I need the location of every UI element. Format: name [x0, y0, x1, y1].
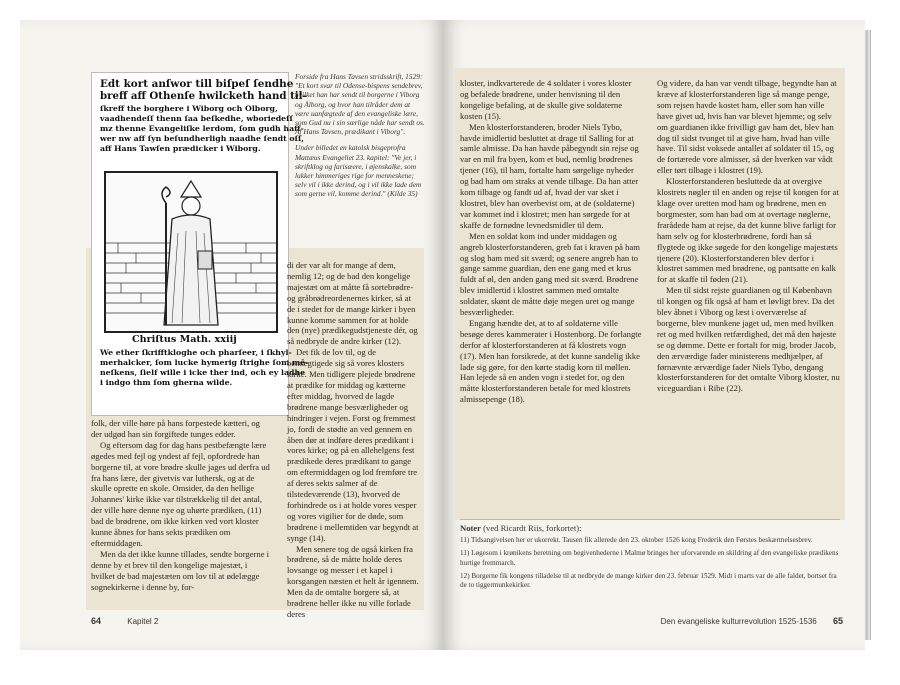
left-column-2 — [287, 260, 419, 620]
paragraph: kloster, indkvarterede de 4 soldater i vores kloster og befalede brødrene, under henvisning til den kongelige befaling, at de skulle give soldaterne kosten (15). — [460, 78, 632, 121]
notes-title: Noter — [460, 523, 481, 533]
paragraph: Klosterforstanderen besluttede da at overgive klostrets nøgler til en anden og rejse til kongen for at klage over uretten mod ham og brødrene, men en borgmester, som han bad om at overtage nøglerne, frarådede ham at rejse, da det kunne blive farligt for ham selv og for klosterbrødrene, fordi han så flygtede og ikke søgede for den kongelige majestæts tjenere (20). Klosterforstanderen blev derfor i klostret sammen med brødrene, og pantsatte en kalk for at skaffe til føden (21). — [657, 176, 839, 285]
right-page — [443, 20, 865, 650]
woodcut-verse-line: merhalcker, ſom lucke hymerig ſtrighe ſom mē- — [100, 358, 309, 367]
image-caption — [295, 72, 425, 206]
woodcut-verse-line: We ether ſkrifftkloghe och pharſeer, i ſkhyl- — [100, 348, 292, 357]
woodcut-line: aff Hans Tawſen prædicker i Wiborg. — [100, 144, 261, 153]
right-column-2 — [657, 78, 841, 394]
woodcut-line: wer nw aff ſyn beſundherligh naadhe ſendt oſſ, — [100, 134, 305, 143]
right-column-1 — [460, 78, 642, 405]
paragraph: Men senere tog de også kirken fra brødrene, så de måtte holde deres lovsange og messer i et kapel i korsgangen næsten et helt år igennem. Men da de omtalte borgere så, at brødrene heller ikke nu ville forlade deres — [287, 543, 419, 619]
paragraph: Og videre, da han var vendt tilbage, begyndte han at kræve af klosterforstanderen lige så mange penge, som rejsen havde kostet ham, eller som han ville have givet ud, hvis han var blevet hjemme; og selv om guardianen ikke frivilligt gav ham det, blev han dog til sidst tvunget til at give ham, hvad han ville have. Til sidst voksede antallet af soldater til 15, og de fortærede vore almisser, så der hverken var vådt eller tørt tilbage i klostret (19). — [657, 78, 837, 176]
paragraph: folk, der ville høre på hans forpestede kætteri, og der udgød han sin forgiftede tunges edder. — [91, 418, 260, 439]
notes-subtitle: (ved Ricardt Riis, forkortet): — [483, 523, 582, 533]
caption-paragraph: Forside fra Hans Tavsen stridsskrift, 1529: "Et kort svar til Odense-bispens sendebrev, hvilket han har sendt til borgerne i Viborg og Ålborg, og hvor han tilråder dem at være uanfægtede af den evangeliske lære, som Gud nu i sin særlige nåde har sendt os. Af Hans Tavsen, prædikant i Viborg". — [295, 72, 425, 137]
right-footer — [618, 616, 843, 626]
woodcut-line: ſkreff the borghere i Wiborg och Olborg, — [100, 104, 278, 113]
left-footer — [91, 616, 158, 626]
woodcut-verse-title: Chriſtus Math. xxiij — [132, 334, 237, 345]
open-book — [20, 20, 865, 650]
paragraph: Men en soldat kom ind under middagen og angreb klosterforstanderen, greb fat i kraven på ham og slog ham med sit sværd; og senere angreb han to gange samme guardian, den ene gang med et krus fuldt af øl, den anden gang med sit sværd. Brødrene blev imidlertid i klostret sammen med omtalte soldater, skønt de måtte døje megen uret og mange besværligheder. — [460, 230, 640, 318]
woodcut-line: Edt kort anſwor till biſpeſ ſendhe — [100, 78, 294, 90]
note-item: 11) Løgesom i krønikens beretning om begivenhederne i Malmø bringes her uforvarende en skildring af den evangeliske prædikens hurtige fremmarch. — [460, 549, 839, 567]
paragraph: Og eftersom dag for dag hans pestbefængte lære øgedes med fejl og yndest af fejl, opfordrede han borgerne til, at vore brødre skulle jages ud derfra ud fra hans lære, der givetvis var luthersk, og at de skulle oprette en skole. Omsider, da den hellige Johannes' kirke ikke var tilstrækkelig til det antal, der ville høre denne nye og uhørte prædiken, (11) bad de brødrene, om ikke kirken ved vort kloster kunne åbnes for hans sekts prædiken om eftermiddagen. — [91, 439, 270, 548]
page-edges — [865, 30, 871, 640]
paragraph: Det fik de lov til, og de bemægtigede sig så vores klosters kirke. Men tidligere plejede brødrene at prædike for middag og kætterne efter middag, hvorved de lagde brødrene mange besværligheder og hindringer i vejen. Forst og fremmest jo, fordi de stødte an ved gennem en åben dør at indføre deres prædikant i vores kirke; og på en allehelgens fest prædikede deres prædikant to gange om eftermiddagen og lod fremføre tre af deres sekts salmer af de tilstedeværende (13), hvorved de forhindrede os i at holde vores vesper og vores vigilier for de døde, som brødrene i mellemtiden var begyndt at synge (14). — [287, 347, 419, 543]
paragraph: Men da det ikke kunne tillades, sendte borgerne i denne by et brev til den kongelige majestæt, i hvilket de bad majestæten om lov til at ødelægge sognekirkerne i denne by, for- — [91, 548, 270, 592]
note-item: 12) Borgerne fik kongens tilladelse til at nedbryde de mange kirker den 23. februar 1529. Midt i marts var de alle faldet, bortset fra de to tiggermunkekirker. — [460, 571, 837, 590]
caption-paragraph: Under billedet en katolsk bisgeprofra Mattæus Evangeliet 23. kapitel: "Ve jer, i skriftklog og farisæere, i øjenskalke, som lukker himmeriges rige for menneskene; selv vil i ikke derind, og i vil ikke lade dem som gerne vil, komme derind." (Kilde 35) — [295, 143, 422, 199]
paragraph: Men til sidst rejste guardianen og til København til kongen og fik også af ham et løvligt brev. Da det blev åbnet i Viborg og læst i overværelse af borgerne, blev munkene jaget ud, men med hvilken ret og med hvilken retfærdighed, det må den højeste se og dømme. Dette er fortalt for mig, broder Jacob, den ærværdige fader ministerens medhjælper, af førnævnte ærværdige fader Niels Tybo, dengang klosterforstanderen for det omtalte Viborg kloster, nu viceguardian i Ribe (22). — [657, 285, 840, 394]
woodcut-title-page — [91, 72, 309, 416]
woodcut-verse-line: neſkens, ſielf wille i icke ther ind, och ey ladhe — [100, 368, 306, 377]
paragraph: Engang hændte det, at to af soldaterne ville besøge deres kammerater i Hostenborg. De forlangte derfor af klosterforstanderen at få klostrets vogn (17). Men han forsikrede, at det kunne sandelig ikke lade sig gøre, for den kørte stadig korn til møllen. Han lejede så en anden vogn i stedet for, og den måtte klosterforstanderen betale for med klostrets almissepenge (18). — [460, 317, 642, 405]
page-number: 64 — [91, 616, 102, 626]
paragraph: di der var alt for mange af dem, nemlig 12; og de bad den kongelige majestæt om at måtte få sortebrødre- og gråbrødreordenernes kirker, så at de i stedet for de mange kirker i byen kunne komme sammen for at holde den (nye) prædikegudstjeneste dér, og så nedbryde de andre kirker (12). — [287, 260, 418, 347]
bishop-woodcut-image — [106, 173, 276, 331]
left-column-1 — [91, 418, 271, 593]
woodcut-line: vaadhendeſſ thenn ſaa beſkedhe, wboriedeſſ — [100, 114, 293, 123]
paragraph: Men klosterforstanderen, broder Niels Tybo, havde imidlertid besluttet at drage til Salling for at samle almisse. Da han havde påbegyndt sin rejse og var en mil fra byen, kom et bud, nemlig brødrenes tjener (16), til ham, fortalte ham sørgelige nyheder og bad ham om straks at vende tilbage. Da han atter kom tilbage og fandt ud af, hvad der var sket i klostret, blev han overbevist om, at de (soldaterne) var kommet ind i klostret; men han sørgede for at skaffe de fornødne levnedsmidler til dem. — [460, 121, 639, 230]
woodcut-line: mz thenne Evangeliſke lerdom, ſom gudh haff- — [100, 124, 304, 133]
woodcut-illustration — [104, 171, 278, 333]
left-page — [20, 20, 443, 650]
note-item: 11) Tidsangivelsen her er ukorrekt. Tausen fik allerede den 23. oktober 1526 kong Frederik den Førstes beskærmelsesbrev. — [460, 536, 813, 545]
woodcut-verse-line: i indgo thm ſom gherna wilde. — [100, 378, 233, 387]
notes-divider — [460, 519, 840, 520]
notes-section — [460, 524, 840, 594]
woodcut-line: breff aff Othenſe hwilcketh hand til- — [100, 90, 307, 102]
running-title: Den evangeliske kulturrevolution 1525-1536 — [660, 617, 817, 626]
chapter-label: Kapitel 2 — [127, 617, 159, 626]
page-number: 65 — [832, 616, 843, 626]
